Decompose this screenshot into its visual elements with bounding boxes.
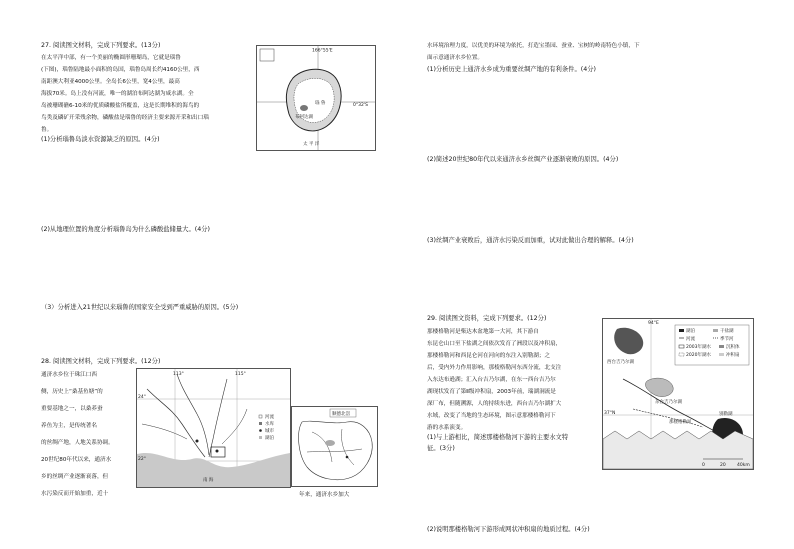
q29-para-5: 入东达布逊湖；汇入台吉乃尔湖，在东一西台吉乃尔 [427,377,556,383]
nal-legend-2: 干盐湖 [720,329,734,334]
q27-para-5: 岛被珊瑚礁6-10米的优质磷酸盐所覆盖，这是长期堆积的海鸟的 [41,103,200,109]
q29-question-2: (2)说明那楼格勒河下游形成网状冲积扇的地质过程。(4分) [427,526,590,533]
nal-legend-7: 沉积体 [726,345,740,350]
nal-legend-1: 湖泊 [686,329,695,334]
nauru-map-island-label: 瑙 鲁 [315,101,326,106]
pearl-map-sea-label: 南 海 [203,478,214,483]
nauru-map [256,45,376,151]
q27-para-6: 鸟类及磷矿开采残余物，磷酸盐是瑙鲁的经济主要来源开采和出口瑙 [41,115,209,121]
nal-legend-8: 冲积扇 [726,353,740,358]
q27-question-1: (1)分析瑙鲁岛淡水资源缺乏的原因。(4分) [41,136,160,143]
q28-para-2: 侧，历史上“桑基鱼塘”的 [41,389,103,395]
q29-para-4: 后，受内外力作用影响，那棱格勒河东西分流，北支注 [427,365,562,371]
nal-legend-6: 2020年湖水 [686,353,711,358]
q29-para-1: 那楼格勒河是柴达木盆地第一大河，其下游自 [427,329,539,335]
q27-para-7: 鲁。 [41,127,53,133]
nauru-map-sea-label: 太 平 洋 [303,142,320,147]
q27-question-3: （3）分析进入21世纪以来瑙鲁的国家安全受到严重威胁的原因。(5分) [41,304,239,311]
q27-heading: 27. 阅读图文材料，完成下列要求。(13分) [41,42,161,49]
q28-para-7: 乡的丝绸产业逐渐衰落，但 [41,474,109,480]
q28-question-3: (3)丝绸产业衰败后，通济水污染反而加重，试对此做出合理的解释。(4分) [427,237,634,244]
pearl-map-legend-2: 水库 [265,422,274,427]
nauru-map-lake-label: 布阿达湖 [295,115,313,120]
nal-legend-5: 2003年湖水 [686,345,711,350]
q27-question-2: (2)从地理位置的角度分析瑙鲁岛为什么磷酸盐储量大。(4分) [41,226,210,233]
q28-question-1: (1)分析历史上通济水乡成为重要丝绸产地的有利条件。(4分) [427,66,596,73]
q29-question-1a: (1)与上游相比，简述那楼格勒河下游的主要水文特 [427,434,569,441]
nalenggele-map [602,318,754,470]
q27-para-1: 在太平洋中部，有一个美丽的椭圆形珊瑚岛，它就是瑙鲁 [41,55,181,61]
nal-legend-4: 季节河 [720,337,734,342]
right-cont-2: 面示意通济水乡位置。 [427,55,483,61]
q28-para-1: 通济水乡位于珠江口西 [41,372,97,378]
nal-west-lake: 西台吉乃尔湖 [607,360,634,365]
q28-heading: 28. 阅读图文材料，完成下列要求。(12分) [41,358,161,365]
right-cont-1: 水环境治理力度，以优美的环境为依托，打造宝墨园、蚕业、宝树的岭南特色小镇，下 [427,43,640,49]
q28-para-3: 重要基地之一，以桑养蚕 [41,406,103,412]
nal-scale-1: 20 [720,463,726,468]
q29-para-8: 水域，改变了当地的生态环境，图示意那楼格勒河下 [427,413,556,419]
q28-question-2: (2)简述20世纪80年代以来通济水乡丝绸产业逐渐衰败的原因。(4分) [427,156,619,163]
q28-para-tail: 年来，通济水乡加大 [299,492,350,498]
shunde-inset-map [291,406,378,487]
pearl-map-lon-1: 113° [173,372,184,377]
nal-scale-2: 40km [737,463,750,468]
nal-legend-3: 河流 [686,337,695,342]
q29-question-1b: 征。(3分) [427,445,455,452]
nal-lon-label: 94°E [648,321,659,326]
q27-para-4: 海拔70米。岛上没有河流，唯一的湖泊布阿达湖为咸水湖。全 [41,91,194,97]
q27-para-3: 南距澳大利亚4000公里。全岛长6公里，宽4公里，最高 [41,79,180,85]
q29-heading: 29. 阅读图文资料，完成下列要求。(12分) [427,315,547,322]
pearl-map-legend-3: 城市 [265,429,274,434]
pearl-map-legend-4: 湖泊 [265,436,274,441]
nauru-map-lon-label: 166°55'E [312,48,333,54]
pearl-map-lon-2: 115° [235,372,246,377]
pearl-map-lat-2: 22° [138,457,146,462]
nal-river: 那楼格勒河 [669,420,692,425]
pearl-river-map [136,368,291,488]
q29-para-2: 东昆仑山口至下盐湖之间依次发育了洲段以及冲积扇， [427,341,562,347]
q29-para-7: 深厂布，但随溯源，人的持续东进，西台吉乃尔湖扩大 [427,401,562,407]
q27-para-2: (下图)，瑙鲁陆地最小面积的岛国，瑙鲁岛周长约4160公里，西 [41,67,200,73]
nal-lat-label: 37°N [604,411,616,416]
q29-para-9: 游的水系演变。 [427,425,467,431]
inset-title: 顺德北滘 [332,412,350,417]
nal-lake-2: 别勒湖 [719,412,733,417]
q28-para-8: 水污染反而开始加重，近十 [41,491,109,497]
nauru-map-lat-label: 0°32'S [353,103,368,108]
pearl-map-legend-1: 河流 [265,415,274,420]
nal-scale-0: 0 [702,463,705,468]
q28-para-5: 的丝绸产地，人地关系协调。 [41,440,114,446]
q28-para-4: 养鱼为主，是传统著名 [41,423,97,429]
nal-east-lake: 东台吉乃尔湖 [655,400,682,405]
pearl-map-lat-1: 24° [138,395,146,400]
q29-para-6: 湖现状发育了第Ⅱ级冲积扇，2003年前，瑞湖洞流是 [427,389,556,395]
q29-para-3: 那楼格勒河和西昆仑河在河向的东注入别勒湖；之 [427,353,551,359]
q28-para-6: 20世纪80年代以来，通济水 [41,457,112,463]
